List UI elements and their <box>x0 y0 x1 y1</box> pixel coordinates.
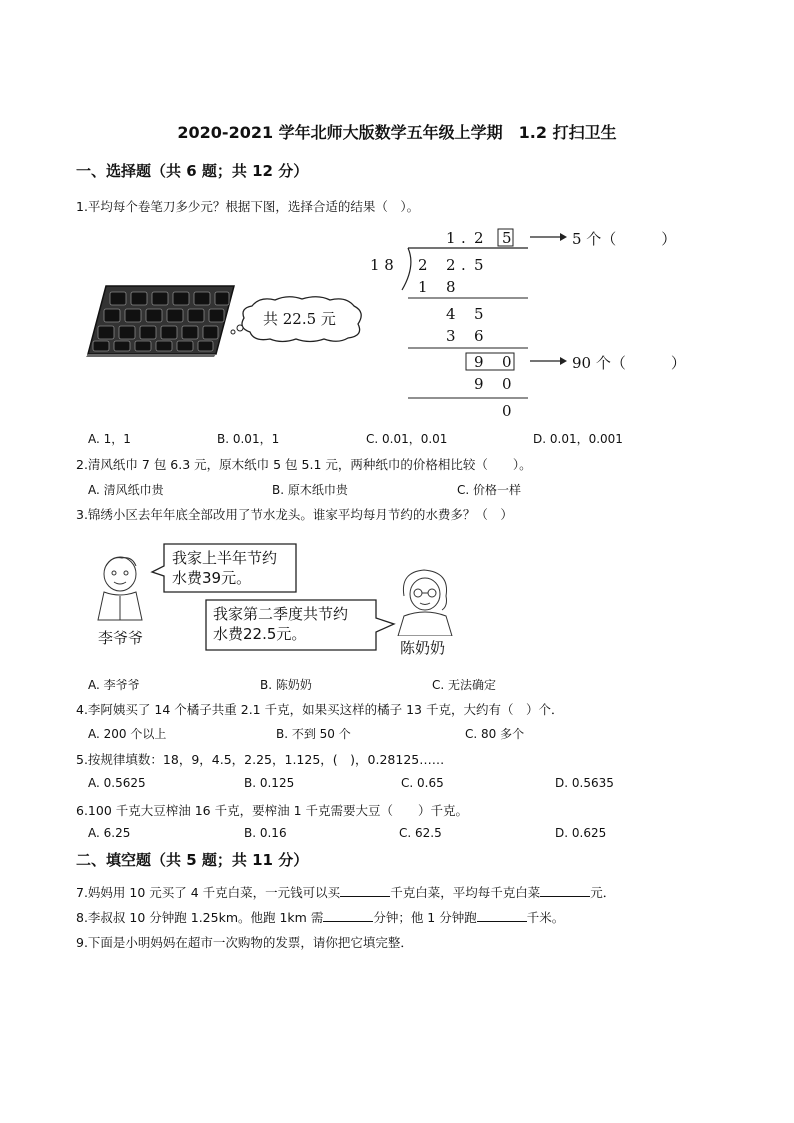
q2-option-c[interactable]: C. 价格一样 <box>457 483 522 497</box>
q1-option-d[interactable]: D. 0.01，0.001 <box>533 432 623 446</box>
quotient-digit: 1 <box>446 229 456 247</box>
q3-option-b[interactable]: B. 陈奶奶 <box>260 678 312 692</box>
question-9: 9.下面是小明妈妈在超市一次购物的发票，请你把它填完整． <box>76 935 413 950</box>
q4-option-b[interactable]: B. 不到 50 个 <box>276 727 351 741</box>
person-grandpa-li: 李爷爷 <box>98 629 144 647</box>
arrow-right-icon <box>528 230 568 244</box>
divisor: 1 8 <box>370 256 394 274</box>
dividend-digit: 2 <box>418 256 428 274</box>
q8-text-a: 8.李叔叔 10 分钟跑 1.25km。他跑 1km 需 <box>76 910 324 925</box>
q5-option-d[interactable]: D. 0.5635 <box>555 776 614 790</box>
person-grandma-chen: 陈奶奶 <box>400 639 446 657</box>
q3-option-a[interactable]: A. 李爷爷 <box>88 678 140 692</box>
q2-option-b[interactable]: B. 原木纸巾贵 <box>272 483 348 497</box>
section-heading-fill: 二、填空题（共 5 题；共 11 分） <box>76 851 309 869</box>
q6-option-b[interactable]: B. 0.16 <box>244 826 287 840</box>
dividend-digit: 2 <box>446 256 456 274</box>
q1-option-a[interactable]: A. 1，1 <box>88 432 131 446</box>
bubble-grandpa-line2: 水费39元。 <box>172 569 252 587</box>
step-digit: 9 <box>474 375 484 393</box>
dividend-digit: 5 <box>474 256 484 274</box>
question-5: 5.按规律填数：18，9，4.5，2.25，1.125，( )，0.28125…… <box>76 752 445 767</box>
bubble-grandma-line2: 水费22.5元。 <box>213 625 307 643</box>
arrow-right-icon <box>528 354 568 368</box>
grandpa-illustration <box>92 552 150 622</box>
question-2: 2.清风纸巾 7 包 6.3 元，原木纸巾 5 包 5.1 元，两种纸巾的价格相比较（ ）。 <box>76 457 532 472</box>
quotient-digit: 2 <box>474 229 484 247</box>
bubble-grandma-line1: 我家第二季度共节约 <box>213 605 349 623</box>
q2-option-a[interactable]: A. 清风纸巾贵 <box>88 483 164 497</box>
q3-option-c[interactable]: C. 无法确定 <box>432 678 497 692</box>
label-five-pieces: 5 个（ ） <box>572 230 677 248</box>
quotient-digit: . <box>461 229 466 247</box>
step-digit: 9 <box>474 353 484 371</box>
q8-text-b: 分钟；他 1 分钟跑 <box>373 910 477 925</box>
q7-blank-2[interactable] <box>540 884 590 897</box>
q8-text-c: 千米。 <box>526 910 565 925</box>
step-digit: 1 <box>418 278 428 296</box>
question-1: 1.平均每个卷笔刀多少元？根据下图，选择合适的结果（ ）。 <box>76 199 420 214</box>
sharpener-tray-image <box>86 282 236 357</box>
q6-option-a[interactable]: A. 6.25 <box>88 826 131 840</box>
section-heading-choice: 一、选择题（共 6 题；共 12 分） <box>76 162 309 180</box>
step-digit: 8 <box>446 278 456 296</box>
step-digit: 5 <box>474 305 484 323</box>
question-7 <box>76 883 615 901</box>
q6-option-c[interactable]: C. 62.5 <box>399 826 442 840</box>
page-title: 2020-2021 学年北师大版数学五年级上学期 1.2 打扫卫生 <box>177 123 617 142</box>
q8-blank-2[interactable] <box>477 909 527 922</box>
grandma-illustration <box>392 566 458 636</box>
step-digit: 0 <box>502 353 512 371</box>
q5-option-a[interactable]: A. 0.5625 <box>88 776 146 790</box>
q6-option-d[interactable]: D. 0.625 <box>555 826 607 840</box>
quotient-digit: 5 <box>502 229 512 247</box>
step-digit: 6 <box>474 327 484 345</box>
label-ninety-pieces: 90 个（ ） <box>572 354 686 372</box>
q8-blank-1[interactable] <box>323 909 373 922</box>
bubble-grandpa-line1: 我家上半年节约 <box>172 549 278 567</box>
step-digit: 4 <box>446 305 456 323</box>
question-6: 6.100 千克大豆榨油 16 千克，要榨油 1 千克需要大豆（ ）千克。 <box>76 803 469 818</box>
q1-option-c[interactable]: C. 0.01，0.01 <box>366 432 448 446</box>
q7-blank-1[interactable] <box>340 884 390 897</box>
step-digit: 0 <box>502 375 512 393</box>
q5-option-c[interactable]: C. 0.65 <box>401 776 444 790</box>
q5-option-b[interactable]: B. 0.125 <box>244 776 295 790</box>
q7-text-a: 7.妈妈用 10 元买了 4 千克白菜，一元钱可以买 <box>76 885 341 900</box>
q7-text-b: 千克白菜，平均每千克白菜 <box>390 885 541 900</box>
q4-option-c[interactable]: C. 80 多个 <box>465 727 525 741</box>
question-4: 4.李阿姨买了 14 个橘子共重 2.1 千克，如果买这样的橘子 13 千克，大约有（ ）个． <box>76 702 564 717</box>
q1-option-b[interactable]: B. 0.01，1 <box>217 432 280 446</box>
price-cloud-text: 共 22.5 元 <box>263 310 336 328</box>
step-digit: 3 <box>446 327 456 345</box>
q7-text-c: 元． <box>590 885 616 900</box>
q4-option-a[interactable]: A. 200 个以上 <box>88 727 167 741</box>
dividend-digit: . <box>461 256 466 274</box>
step-digit: 0 <box>502 402 512 420</box>
question-3: 3.锦绣小区去年年底全部改用了节水龙头。谁家平均每月节约的水费多？（ ） <box>76 507 513 522</box>
question-8 <box>76 908 564 926</box>
